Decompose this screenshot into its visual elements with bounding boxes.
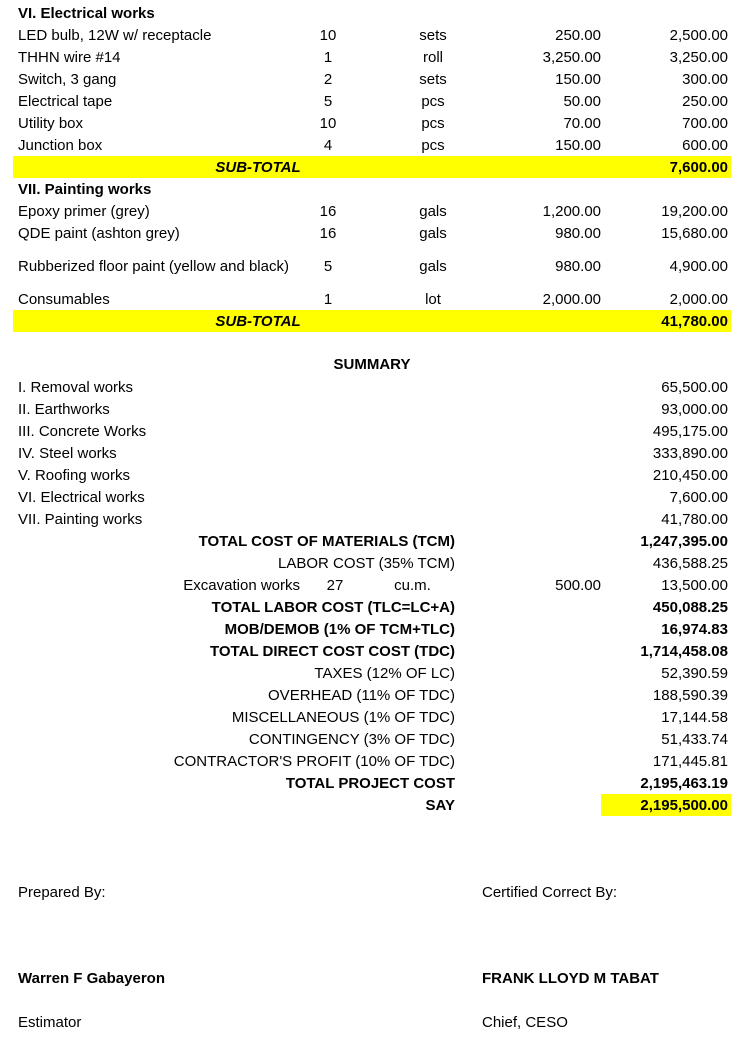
summary-table xyxy=(13,376,731,816)
item-qty: 2 xyxy=(323,70,333,88)
summary-label: MOB/DEMOB (1% OF TCM+TLC) xyxy=(224,620,455,638)
subtotal-amount: 41,780.00 xyxy=(601,310,731,332)
item-qty: 10 xyxy=(319,114,337,132)
item-unit-price: 2,000.00 xyxy=(542,290,601,308)
summary-label: TAXES (12% OF LC) xyxy=(314,664,455,682)
subtotal-label: SUB-TOTAL xyxy=(13,156,503,178)
item-amount: 15,680.00 xyxy=(661,224,728,242)
certifier-title: Chief, CESO xyxy=(482,1014,568,1031)
summary-row xyxy=(13,552,731,574)
summary-amount: 210,450.00 xyxy=(652,466,728,484)
item-desc: Epoxy primer (grey) xyxy=(18,202,150,220)
preparer-title: Estimator xyxy=(18,1014,82,1031)
item-qty: 1 xyxy=(323,290,333,308)
item-unit: gals xyxy=(419,202,447,220)
summary-row xyxy=(13,508,731,530)
item-unit-price: 70.00 xyxy=(563,114,601,132)
item-amount: 2,500.00 xyxy=(669,26,729,44)
summary-label: MISCELLANEOUS (1% OF TDC) xyxy=(231,708,455,726)
item-qty: 4 xyxy=(323,136,333,154)
summary-amount: 1,714,458.08 xyxy=(640,642,728,660)
summary-row xyxy=(13,442,731,464)
items-table-painting xyxy=(13,178,731,332)
item-unit: sets xyxy=(419,26,447,44)
item-unit-price: 3,250.00 xyxy=(542,48,601,66)
item-amount: 4,900.00 xyxy=(669,257,728,275)
item-row xyxy=(13,134,731,156)
summary-amount: 93,000.00 xyxy=(661,400,728,418)
item-unit: gals xyxy=(419,224,447,242)
summary-row xyxy=(13,684,731,706)
item-unit-price: 980.00 xyxy=(555,224,601,242)
item-unit-price: 50.00 xyxy=(563,92,601,110)
summary-label: II. Earthworks xyxy=(18,400,110,418)
summary-amount: 7,600.00 xyxy=(669,488,728,506)
summary-amount: 1,247,395.00 xyxy=(640,532,728,550)
summary-amount: 188,590.39 xyxy=(652,686,728,704)
item-amount: 700.00 xyxy=(682,114,729,132)
item-unit: roll xyxy=(422,48,443,66)
summary-row-total-materials xyxy=(13,530,731,552)
item-row xyxy=(13,68,731,90)
certified-by-label: Certified Correct By: xyxy=(482,884,618,901)
summary-label: CONTINGENCY (3% OF TDC) xyxy=(248,730,455,748)
item-unit: pcs xyxy=(421,92,445,110)
summary-row xyxy=(13,376,731,398)
item-row xyxy=(13,46,731,68)
item-unit-price: 150.00 xyxy=(555,136,601,154)
say-amount-highlighted: 2,195,500.00 xyxy=(601,794,731,816)
item-qty: 16 xyxy=(319,202,337,220)
item-qty: 5 xyxy=(323,92,333,110)
summary-row-total-direct-cost xyxy=(13,640,731,662)
item-qty: 1 xyxy=(323,48,333,66)
summary-amount: 65,500.00 xyxy=(661,378,728,396)
subtotal-row xyxy=(13,310,731,332)
summary-row-say xyxy=(13,794,731,816)
summary-label: TOTAL LABOR COST (TLC=LC+A) xyxy=(211,598,455,616)
summary-row xyxy=(13,398,731,420)
section-header xyxy=(13,178,731,200)
summary-title: SUMMARY xyxy=(333,356,411,373)
subtotal-spacer xyxy=(503,310,601,332)
item-row xyxy=(13,222,731,244)
summary-label: SAY xyxy=(425,796,455,814)
item-row xyxy=(13,112,731,134)
item-unit: pcs xyxy=(421,114,445,132)
subtotal-amount: 7,600.00 xyxy=(601,156,731,178)
item-row xyxy=(13,24,731,46)
item-amount: 19,200.00 xyxy=(661,202,728,220)
item-unit: pcs xyxy=(421,136,445,154)
item-unit-price: 150.00 xyxy=(555,70,601,88)
item-amount: 2,000.00 xyxy=(669,290,728,308)
summary-label: CONTRACTOR'S PROFIT (10% OF TDC) xyxy=(173,752,455,770)
item-unit: gals xyxy=(419,257,447,275)
item-desc: Rubberized floor paint (yellow and black) xyxy=(18,257,289,275)
item-desc: Electrical tape xyxy=(18,92,113,110)
summary-row xyxy=(13,486,731,508)
summary-row-mob-demob xyxy=(13,618,731,640)
excavation-label: Excavation works xyxy=(183,576,300,594)
preparer-name: Warren F Gabayeron xyxy=(18,970,165,987)
item-amount: 300.00 xyxy=(682,70,729,88)
summary-label: TOTAL DIRECT COST COST (TDC) xyxy=(210,642,455,660)
item-desc: Switch, 3 gang xyxy=(18,70,117,88)
item-unit-price: 1,200.00 xyxy=(542,202,601,220)
summary-label: OVERHEAD (11% OF TDC) xyxy=(268,686,455,704)
summary-label: LABOR COST (35% TCM) xyxy=(278,554,455,572)
item-row xyxy=(13,244,731,288)
summary-label: IV. Steel works xyxy=(18,444,117,462)
item-unit: sets xyxy=(419,70,447,88)
summary-amount: 41,780.00 xyxy=(661,510,728,528)
item-desc: THHN wire #14 xyxy=(18,48,121,66)
item-unit: lot xyxy=(425,290,441,308)
item-unit-price: 250.00 xyxy=(555,26,601,44)
section-header xyxy=(13,2,731,24)
item-desc: QDE paint (ashton grey) xyxy=(18,224,180,242)
summary-label: TOTAL COST OF MATERIALS (TCM) xyxy=(198,532,455,550)
subtotal-label: SUB-TOTAL xyxy=(13,310,503,332)
summary-label: VI. Electrical works xyxy=(18,488,145,506)
summary-row xyxy=(13,662,731,684)
item-desc: Consumables xyxy=(18,290,110,308)
excavation-qty: 27 xyxy=(326,576,344,594)
summary-label: III. Concrete Works xyxy=(18,422,147,440)
item-amount: 600.00 xyxy=(682,136,729,154)
summary-amount: 16,974.83 xyxy=(661,620,728,638)
item-desc: LED bulb, 12W w/ receptacle xyxy=(18,26,212,44)
summary-amount: 2,195,463.19 xyxy=(640,774,728,792)
summary-label: VII. Painting works xyxy=(18,510,143,528)
item-amount: 3,250.00 xyxy=(669,48,729,66)
summary-row xyxy=(13,706,731,728)
summary-amount: 495,175.00 xyxy=(652,422,728,440)
item-unit-price: 980.00 xyxy=(555,257,601,275)
summary-amount: 51,433.74 xyxy=(661,730,728,748)
summary-label: V. Roofing works xyxy=(18,466,131,484)
subtotal-spacer xyxy=(503,156,601,178)
summary-row-total-labor xyxy=(13,596,731,618)
summary-row-total-project-cost xyxy=(13,772,731,794)
excavation-unit: cu.m. xyxy=(394,576,431,594)
certifier-name: FRANK LLOYD M TABAT xyxy=(482,970,659,987)
summary-amount: 17,144.58 xyxy=(661,708,728,726)
section-title: VII. Painting works xyxy=(18,180,152,198)
item-qty: 10 xyxy=(319,26,337,44)
item-desc: Junction box xyxy=(18,136,103,154)
item-amount: 250.00 xyxy=(682,92,729,110)
section-title: VI. Electrical works xyxy=(18,4,155,22)
summary-row xyxy=(13,464,731,486)
summary-row xyxy=(13,728,731,750)
summary-row xyxy=(13,750,731,772)
summary-amount: 52,390.59 xyxy=(661,664,728,682)
item-row xyxy=(13,288,731,310)
summary-amount: 450,088.25 xyxy=(652,598,728,616)
items-table-electrical xyxy=(13,2,731,178)
summary-amount: 171,445.81 xyxy=(652,752,728,770)
prepared-by-label: Prepared By: xyxy=(18,884,106,901)
summary-amount: 436,588.25 xyxy=(652,554,728,572)
summary-label: I. Removal works xyxy=(18,378,134,396)
summary-label: TOTAL PROJECT COST xyxy=(285,774,455,792)
summary-amount: 13,500.00 xyxy=(661,576,728,594)
subtotal-row xyxy=(13,156,731,178)
excavation-unit-price: 500.00 xyxy=(555,576,601,594)
signature-block xyxy=(0,884,755,1040)
summary-row-excavation xyxy=(13,574,731,596)
item-desc: Utility box xyxy=(18,114,84,132)
item-row xyxy=(13,90,731,112)
summary-row xyxy=(13,420,731,442)
item-qty: 5 xyxy=(323,257,333,275)
item-row xyxy=(13,200,731,222)
item-qty: 16 xyxy=(319,224,337,242)
summary-amount: 333,890.00 xyxy=(652,444,728,462)
